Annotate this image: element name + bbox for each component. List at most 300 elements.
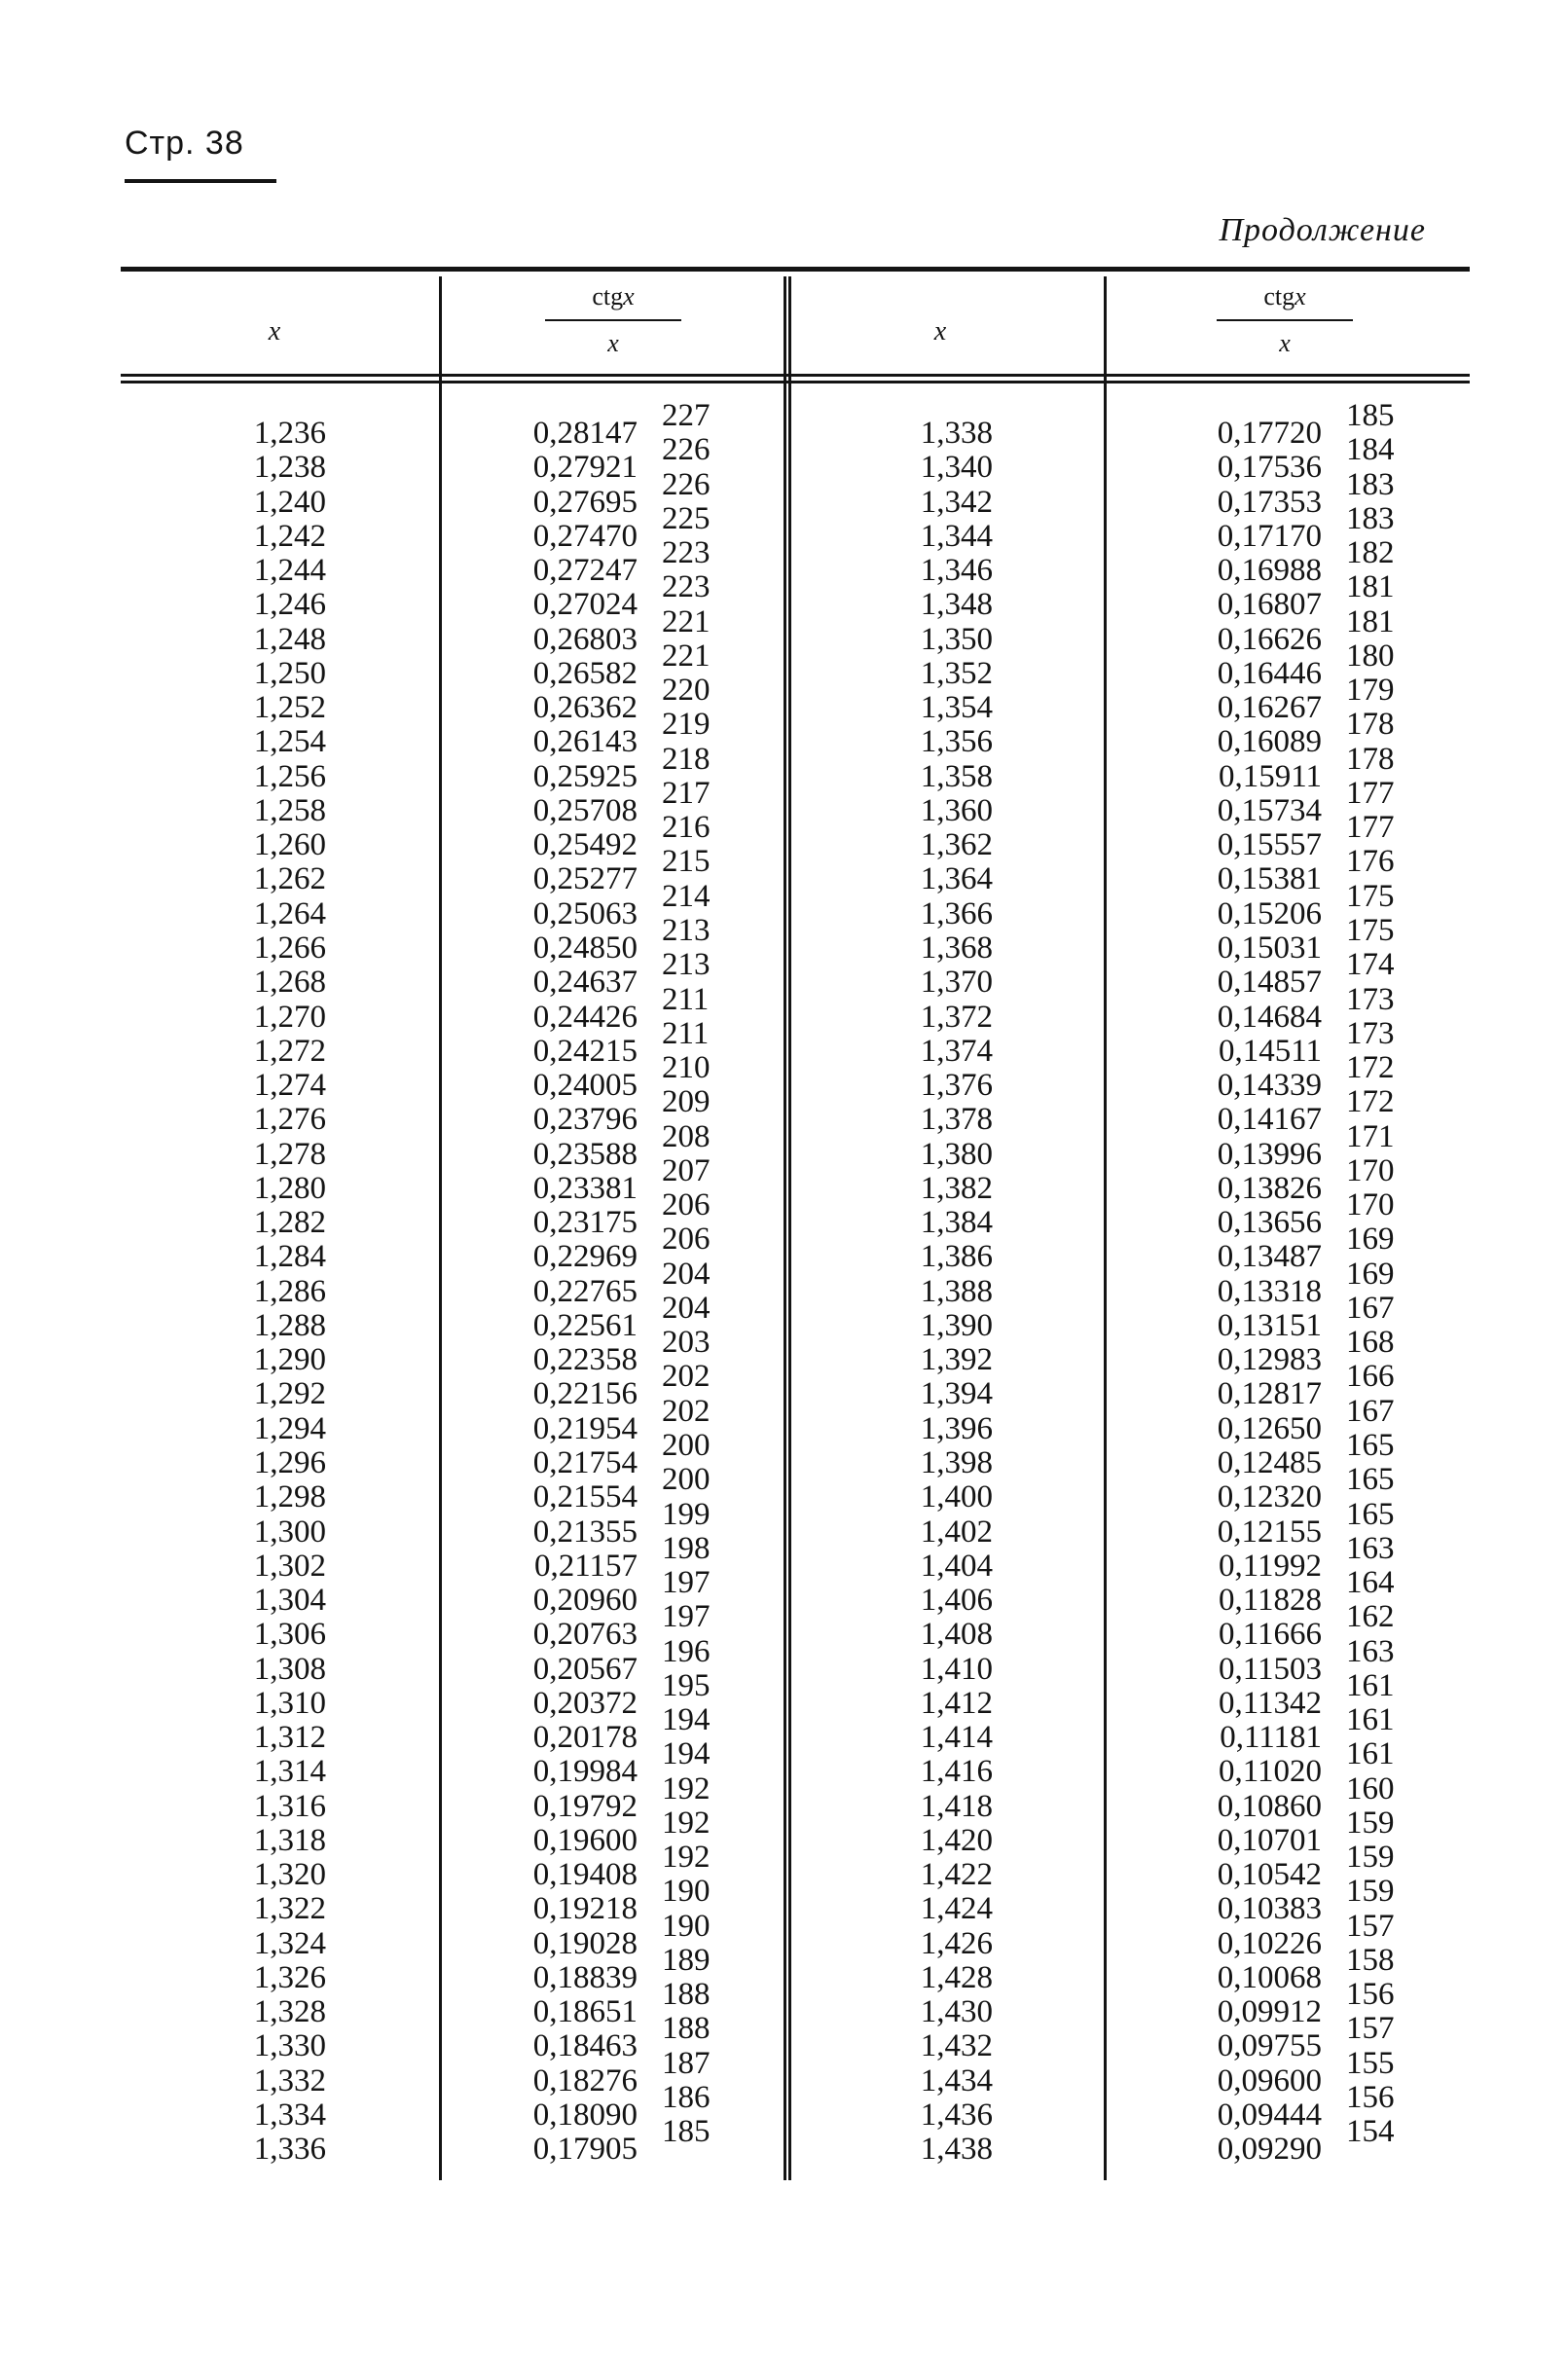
right-difference-cell: 181 (1346, 569, 1395, 605)
right-value-cell: 0,09290 (1217, 2132, 1322, 2168)
right-difference-cell: 175 (1346, 878, 1395, 914)
right-x-cell: 1,358 (920, 758, 993, 794)
right-value-cell: 0,12983 (1217, 1342, 1322, 1378)
left-difference-cell: 223 (662, 535, 711, 571)
right-difference-column (1346, 399, 1414, 2150)
left-x-cell: 1,310 (253, 1685, 326, 1721)
left-x-cell: 1,292 (253, 1376, 326, 1412)
right-x-cell: 1,430 (920, 1994, 993, 2030)
right-value-cell: 0,17720 (1217, 416, 1322, 451)
right-x-cell: 1,362 (920, 827, 993, 863)
left-value-cell: 0,27024 (532, 587, 638, 623)
left-x-cell: 1,322 (253, 1891, 326, 1927)
right-value-cell: 0,14167 (1217, 1102, 1322, 1138)
left-value-cell: 0,23796 (532, 1102, 638, 1138)
right-difference-cell: 163 (1346, 1633, 1395, 1669)
right-x-cell: 1,422 (920, 1857, 993, 1893)
right-difference-cell: 161 (1346, 1667, 1395, 1703)
left-difference-column (662, 399, 730, 2150)
left-x-cell: 1,336 (253, 2132, 326, 2168)
right-value-cell: 0,16446 (1217, 655, 1322, 691)
header-x-right: x (933, 316, 947, 347)
right-difference-cell: 160 (1346, 1770, 1395, 1806)
left-difference-cell: 217 (662, 775, 711, 811)
left-value-cell: 0,21355 (532, 1514, 638, 1550)
right-difference-cell: 159 (1346, 1805, 1395, 1841)
right-value-cell: 0,10701 (1217, 1822, 1322, 1858)
left-value-cell: 0,27470 (532, 518, 638, 554)
left-difference-cell: 188 (662, 1977, 711, 2013)
left-x-cell: 1,334 (253, 2097, 326, 2134)
table-header-rule (121, 374, 1470, 377)
right-difference-cell: 169 (1346, 1256, 1395, 1292)
right-x-cell: 1,356 (920, 724, 993, 760)
left-difference-cell: 194 (662, 1702, 711, 1738)
right-x-cell: 1,398 (920, 1444, 993, 1480)
right-x-cell: 1,412 (920, 1685, 993, 1721)
left-x-cell: 1,242 (253, 518, 326, 554)
right-difference-cell: 172 (1346, 1050, 1395, 1086)
right-value-cell: 0,14684 (1217, 999, 1322, 1035)
right-x-cell: 1,424 (920, 1891, 993, 1927)
left-value-cell: 0,24637 (532, 965, 638, 1001)
left-difference-cell: 203 (662, 1325, 711, 1361)
right-value-cell: 0,16988 (1217, 553, 1322, 589)
right-x-cell: 1,378 (920, 1102, 993, 1138)
right-x-cell: 1,392 (920, 1342, 993, 1378)
right-x-cell: 1,388 (920, 1273, 993, 1309)
column-divider-center (784, 276, 791, 2180)
right-value-cell: 0,13996 (1217, 1136, 1322, 1172)
right-difference-cell: 175 (1346, 912, 1395, 948)
left-difference-cell: 200 (662, 1462, 711, 1498)
left-difference-cell: 185 (662, 2114, 711, 2150)
right-x-cell: 1,426 (920, 1925, 993, 1961)
right-difference-cell: 165 (1346, 1427, 1395, 1463)
header-x-left: x (268, 316, 281, 347)
left-value-cell: 0,23588 (532, 1136, 638, 1172)
header-denominator: x (1279, 329, 1291, 357)
right-difference-cell: 173 (1346, 981, 1395, 1017)
left-difference-cell: 197 (662, 1599, 711, 1635)
left-value-cell: 0,22561 (532, 1307, 638, 1343)
continuation-label: Продолжение (1219, 212, 1426, 248)
right-x-cell: 1,390 (920, 1307, 993, 1343)
left-x-cell: 1,290 (253, 1342, 326, 1378)
left-difference-cell: 209 (662, 1084, 711, 1120)
right-x-cell: 1,368 (920, 930, 993, 966)
left-difference-cell: 192 (662, 1840, 711, 1876)
left-value-cell: 0,20567 (532, 1651, 638, 1687)
left-value-cell: 0,19600 (532, 1822, 638, 1858)
left-difference-cell: 211 (662, 1015, 710, 1051)
left-difference-cell: 221 (662, 603, 711, 639)
right-x-cell: 1,394 (920, 1376, 993, 1412)
left-difference-cell: 202 (662, 1393, 711, 1429)
right-x-cell: 1,380 (920, 1136, 993, 1172)
right-difference-cell: 183 (1346, 500, 1395, 536)
right-value-cell: 0,16626 (1217, 621, 1322, 657)
left-value-cell: 0,18839 (532, 1959, 638, 1995)
left-x-cell: 1,244 (253, 553, 326, 589)
right-difference-cell: 162 (1346, 1599, 1395, 1635)
right-difference-cell: 164 (1346, 1565, 1395, 1601)
left-difference-cell: 190 (662, 1874, 711, 1910)
right-difference-cell: 167 (1346, 1393, 1395, 1429)
right-difference-cell: 156 (1346, 2080, 1395, 2116)
left-x-cell: 1,246 (253, 587, 326, 623)
left-difference-cell: 204 (662, 1290, 711, 1326)
left-x-cell: 1,316 (253, 1788, 326, 1824)
right-x-cell: 1,416 (920, 1754, 993, 1790)
left-x-cell: 1,288 (253, 1307, 326, 1343)
right-value-cell: 0,11992 (1218, 1548, 1322, 1584)
left-value-cell: 0,21157 (533, 1548, 638, 1584)
right-value-cell: 0,10068 (1217, 1959, 1322, 1995)
right-value-cell: 0,15031 (1217, 930, 1322, 966)
column-divider-3 (1104, 276, 1107, 2180)
left-x-cell: 1,236 (253, 416, 326, 451)
right-value-cell: 0,13151 (1217, 1307, 1322, 1343)
right-difference-cell: 185 (1346, 398, 1395, 433)
right-x-cell: 1,346 (920, 553, 993, 589)
left-difference-cell: 215 (662, 844, 711, 880)
left-value-cell: 0,20178 (532, 1720, 638, 1756)
left-difference-cell: 199 (662, 1496, 711, 1532)
left-difference-cell: 188 (662, 2011, 711, 2047)
left-x-cell: 1,298 (253, 1479, 326, 1515)
right-value-cell: 0,10383 (1217, 1891, 1322, 1927)
right-difference-cell: 165 (1346, 1496, 1395, 1532)
right-difference-cell: 169 (1346, 1222, 1395, 1258)
right-value-cell: 0,15557 (1217, 827, 1322, 863)
right-x-cell: 1,386 (920, 1239, 993, 1275)
left-difference-cell: 227 (662, 398, 711, 433)
left-difference-cell: 194 (662, 1736, 711, 1772)
right-difference-cell: 167 (1346, 1290, 1395, 1326)
left-difference-cell: 192 (662, 1805, 711, 1841)
right-value-cell: 0,09912 (1217, 1994, 1322, 2030)
right-x-cell: 1,382 (920, 1170, 993, 1206)
left-value-cell: 0,24426 (532, 999, 638, 1035)
right-value-cell: 0,10542 (1217, 1857, 1322, 1893)
left-value-cell: 0,18651 (532, 1994, 638, 2030)
left-value-cell: 0,25708 (532, 792, 638, 828)
left-value-cell: 0,26143 (532, 724, 638, 760)
right-value-cell: 0,10860 (1217, 1788, 1322, 1824)
right-value-cell: 0,16089 (1217, 724, 1322, 760)
table-header-rule-second (121, 381, 1470, 383)
left-value-cell: 0,18276 (532, 2062, 638, 2098)
left-value-cell: 0,21554 (532, 1479, 638, 1515)
right-difference-cell: 182 (1346, 535, 1395, 571)
right-x-cell: 1,428 (920, 1959, 993, 1995)
left-x-cell: 1,262 (253, 861, 326, 897)
left-x-cell: 1,300 (253, 1514, 326, 1550)
right-value-cell: 0,14511 (1218, 1033, 1322, 1069)
right-difference-cell: 166 (1346, 1359, 1395, 1395)
left-x-cell: 1,326 (253, 1959, 326, 1995)
right-difference-cell: 172 (1346, 1084, 1395, 1120)
left-x-cell: 1,256 (253, 758, 326, 794)
left-x-cell: 1,312 (253, 1720, 326, 1756)
left-difference-cell: 220 (662, 673, 711, 709)
right-value-cell: 0,11503 (1218, 1651, 1322, 1687)
left-difference-cell: 204 (662, 1256, 711, 1292)
header-ctgx-over-x-right (1217, 282, 1353, 358)
left-value-cell: 0,21754 (532, 1444, 638, 1480)
right-value-cell: 0,12155 (1217, 1514, 1322, 1550)
right-difference-cell: 163 (1346, 1530, 1395, 1566)
right-x-cell: 1,360 (920, 792, 993, 828)
page-number: Стр. 38 (125, 125, 244, 162)
right-value-cell: 0,09755 (1217, 2028, 1322, 2064)
right-x-cell: 1,432 (920, 2028, 993, 2064)
left-x-cell: 1,254 (253, 724, 326, 760)
left-difference-cell: 223 (662, 569, 711, 605)
left-value-cell: 0,25925 (532, 758, 638, 794)
left-x-cell: 1,328 (253, 1994, 326, 2030)
left-x-cell: 1,332 (253, 2062, 326, 2098)
left-x-cell: 1,296 (253, 1444, 326, 1480)
right-difference-cell: 178 (1346, 707, 1395, 743)
right-x-cell: 1,438 (920, 2132, 993, 2168)
left-difference-cell: 210 (662, 1050, 711, 1086)
right-x-cell: 1,344 (920, 518, 993, 554)
left-x-cell: 1,274 (253, 1068, 326, 1104)
left-x-cell: 1,280 (253, 1170, 326, 1206)
left-value-cell: 0,22765 (532, 1273, 638, 1309)
left-x-cell: 1,250 (253, 655, 326, 691)
header-denominator: x (607, 329, 619, 357)
right-difference-cell: 154 (1346, 2114, 1395, 2150)
left-value-cell: 0,24005 (532, 1068, 638, 1104)
right-x-cell: 1,408 (920, 1617, 993, 1653)
left-difference-cell: 189 (662, 1942, 711, 1978)
right-difference-cell: 174 (1346, 947, 1395, 983)
right-difference-cell: 165 (1346, 1462, 1395, 1498)
left-value-cell: 0,26362 (532, 690, 638, 726)
right-difference-cell: 173 (1346, 1015, 1395, 1051)
left-value-cell: 0,19792 (532, 1788, 638, 1824)
left-x-cell: 1,258 (253, 792, 326, 828)
right-value-cell: 0,15911 (1218, 758, 1322, 794)
right-difference-cell: 176 (1346, 844, 1395, 880)
left-value-cell: 0,26803 (532, 621, 638, 657)
left-x-cell: 1,302 (253, 1548, 326, 1584)
left-x-cell: 1,248 (253, 621, 326, 657)
left-x-cell: 1,272 (253, 1033, 326, 1069)
left-x-cell: 1,278 (253, 1136, 326, 1172)
right-value-cell: 0,11828 (1218, 1583, 1322, 1619)
right-difference-cell: 184 (1346, 432, 1395, 468)
left-difference-cell: 202 (662, 1359, 711, 1395)
left-x-cell: 1,276 (253, 1102, 326, 1138)
left-difference-cell: 213 (662, 912, 711, 948)
right-difference-cell: 158 (1346, 1942, 1395, 1978)
left-difference-cell: 197 (662, 1565, 711, 1601)
right-x-cell: 1,376 (920, 1068, 993, 1104)
left-difference-cell: 225 (662, 500, 711, 536)
left-value-cell: 0,19408 (532, 1857, 638, 1893)
right-x-cell: 1,406 (920, 1583, 993, 1619)
right-value-cell: 0,11666 (1218, 1617, 1322, 1653)
left-difference-cell: 187 (662, 2045, 711, 2081)
right-x-cell: 1,348 (920, 587, 993, 623)
left-value-cell: 0,23381 (532, 1170, 638, 1206)
left-value-cell: 0,27247 (532, 553, 638, 589)
right-difference-cell: 170 (1346, 1187, 1395, 1223)
left-difference-cell: 207 (662, 1152, 711, 1188)
left-value-cell: 0,20372 (532, 1685, 638, 1721)
left-value-cell: 0,24215 (532, 1033, 638, 1069)
right-x-cell: 1,350 (920, 621, 993, 657)
right-value-cell: 0,15381 (1217, 861, 1322, 897)
right-value-cell: 0,12485 (1217, 1444, 1322, 1480)
left-difference-cell: 226 (662, 466, 711, 502)
left-difference-cell: 214 (662, 878, 711, 914)
left-x-cell: 1,318 (253, 1822, 326, 1858)
left-x-cell: 1,238 (253, 450, 326, 486)
right-value-cell: 0,12650 (1217, 1410, 1322, 1446)
left-value-cell: 0,21954 (532, 1410, 638, 1446)
right-difference-cell: 161 (1346, 1702, 1395, 1738)
left-value-column (492, 417, 638, 2168)
right-value-column (1176, 417, 1322, 2168)
right-x-cell: 1,352 (920, 655, 993, 691)
right-value-cell: 0,16807 (1217, 587, 1322, 623)
left-x-cell: 1,320 (253, 1857, 326, 1893)
left-difference-cell: 216 (662, 810, 711, 846)
right-value-cell: 0,12320 (1217, 1479, 1322, 1515)
table-top-rule (121, 267, 1470, 272)
right-x-cell: 1,418 (920, 1788, 993, 1824)
left-difference-cell: 218 (662, 741, 711, 777)
left-x-cell: 1,294 (253, 1410, 326, 1446)
left-difference-cell: 206 (662, 1187, 711, 1223)
left-value-cell: 0,20960 (532, 1583, 638, 1619)
right-x-cell: 1,420 (920, 1822, 993, 1858)
right-value-cell: 0,13826 (1217, 1170, 1322, 1206)
header-numerator: ctgx (1217, 282, 1353, 321)
right-x-cell: 1,372 (920, 999, 993, 1035)
left-difference-cell: 192 (662, 1770, 711, 1806)
left-x-cell: 1,306 (253, 1617, 326, 1653)
right-value-cell: 0,09444 (1217, 2097, 1322, 2134)
left-difference-cell: 200 (662, 1427, 711, 1463)
left-value-cell: 0,18090 (532, 2097, 638, 2134)
header-numerator: ctgx (545, 282, 681, 321)
left-x-cell: 1,240 (253, 484, 326, 520)
right-value-cell: 0,14857 (1217, 965, 1322, 1001)
left-x-cell: 1,260 (253, 827, 326, 863)
left-value-cell: 0,20763 (532, 1617, 638, 1653)
right-value-cell: 0,10226 (1217, 1925, 1322, 1961)
left-value-cell: 0,27695 (532, 484, 638, 520)
right-difference-cell: 183 (1346, 466, 1395, 502)
right-difference-cell: 157 (1346, 2011, 1395, 2047)
right-difference-cell: 157 (1346, 1908, 1395, 1944)
right-x-cell: 1,364 (920, 861, 993, 897)
left-x-cell: 1,282 (253, 1205, 326, 1241)
left-difference-cell: 186 (662, 2080, 711, 2116)
left-x-column (209, 417, 326, 2168)
right-x-cell: 1,338 (920, 416, 993, 451)
left-value-cell: 0,19984 (532, 1754, 638, 1790)
right-value-cell: 0,13318 (1217, 1273, 1322, 1309)
right-difference-cell: 161 (1346, 1736, 1395, 1772)
right-difference-cell: 178 (1346, 741, 1395, 777)
right-value-cell: 0,17170 (1217, 518, 1322, 554)
left-value-cell: 0,25492 (532, 827, 638, 863)
right-x-cell: 1,374 (920, 1033, 993, 1069)
left-x-cell: 1,266 (253, 930, 326, 966)
left-difference-cell: 198 (662, 1530, 711, 1566)
left-x-cell: 1,324 (253, 1925, 326, 1961)
left-difference-cell: 213 (662, 947, 711, 983)
page-number-underline (125, 179, 276, 183)
left-difference-cell: 211 (662, 981, 710, 1017)
right-difference-cell: 180 (1346, 638, 1395, 674)
right-difference-cell: 170 (1346, 1152, 1395, 1188)
right-value-cell: 0,15206 (1217, 895, 1322, 931)
left-x-cell: 1,264 (253, 895, 326, 931)
left-difference-cell: 219 (662, 707, 711, 743)
left-value-cell: 0,22358 (532, 1342, 638, 1378)
left-difference-cell: 208 (662, 1118, 711, 1154)
left-value-cell: 0,27921 (532, 450, 638, 486)
left-x-cell: 1,284 (253, 1239, 326, 1275)
right-x-cell: 1,436 (920, 2097, 993, 2134)
right-value-cell: 0,17536 (1217, 450, 1322, 486)
left-x-cell: 1,268 (253, 965, 326, 1001)
right-x-cell: 1,340 (920, 450, 993, 486)
right-difference-cell: 177 (1346, 775, 1395, 811)
left-value-cell: 0,17905 (532, 2132, 638, 2168)
right-x-cell: 1,402 (920, 1514, 993, 1550)
left-value-cell: 0,19028 (532, 1925, 638, 1961)
left-x-cell: 1,286 (253, 1273, 326, 1309)
right-value-cell: 0,16267 (1217, 690, 1322, 726)
left-difference-cell: 190 (662, 1908, 711, 1944)
right-x-cell: 1,342 (920, 484, 993, 520)
right-difference-cell: 156 (1346, 1977, 1395, 2013)
right-x-column (876, 417, 993, 2168)
right-difference-cell: 159 (1346, 1874, 1395, 1910)
right-difference-cell: 179 (1346, 673, 1395, 709)
right-value-cell: 0,12817 (1217, 1376, 1322, 1412)
left-x-cell: 1,308 (253, 1651, 326, 1687)
left-value-cell: 0,26582 (532, 655, 638, 691)
left-value-cell: 0,25063 (532, 895, 638, 931)
right-difference-cell: 159 (1346, 1840, 1395, 1876)
left-x-cell: 1,314 (253, 1754, 326, 1790)
right-value-cell: 0,11342 (1218, 1685, 1322, 1721)
right-x-cell: 1,400 (920, 1479, 993, 1515)
right-difference-cell: 177 (1346, 810, 1395, 846)
right-difference-cell: 171 (1346, 1118, 1395, 1154)
left-x-cell: 1,252 (253, 690, 326, 726)
left-x-cell: 1,270 (253, 999, 326, 1035)
right-x-cell: 1,404 (920, 1548, 993, 1584)
left-difference-cell: 226 (662, 432, 711, 468)
header-ctgx-over-x-left (545, 282, 681, 358)
left-difference-cell: 221 (662, 638, 711, 674)
right-x-cell: 1,414 (920, 1720, 993, 1756)
left-value-cell: 0,22156 (532, 1376, 638, 1412)
right-value-cell: 0,13656 (1217, 1205, 1322, 1241)
left-value-cell: 0,25277 (532, 861, 638, 897)
